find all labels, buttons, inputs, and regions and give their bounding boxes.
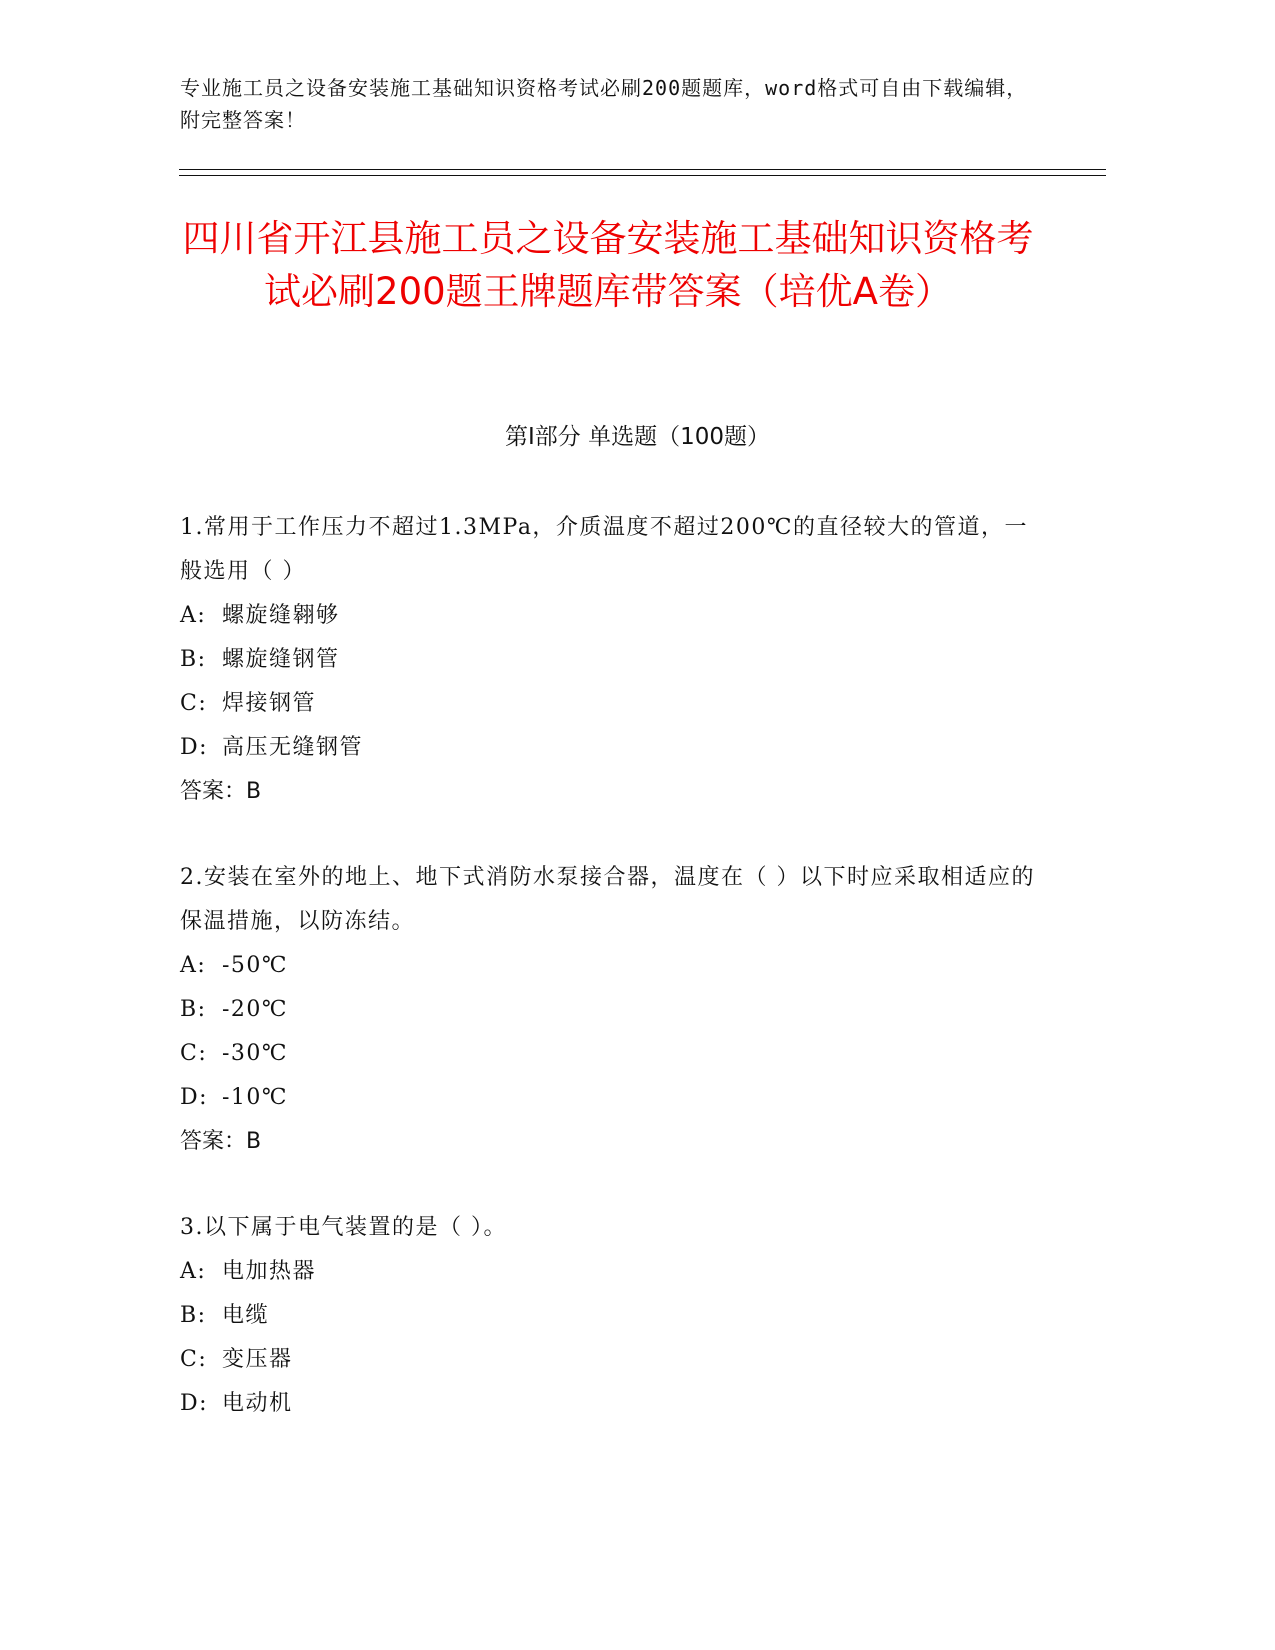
answer-option — [180, 988, 1050, 1032]
option-letter: B: — [180, 647, 207, 672]
option-letter: A: — [180, 953, 207, 978]
question-item — [180, 506, 1050, 814]
option-letter: A: — [180, 1259, 207, 1284]
answer-key: 答案：B — [180, 779, 262, 804]
header-divider-top — [179, 169, 1106, 170]
question-stem: 3.以下属于电气装置的是（ ）。 — [180, 1215, 507, 1240]
answer-option — [180, 1294, 1050, 1338]
answer-option — [180, 1076, 1050, 1120]
header-divider-bottom — [179, 175, 1106, 176]
option-letter: D: — [180, 1085, 209, 1110]
answer-option — [180, 1382, 1050, 1426]
answer-option — [180, 594, 1050, 638]
question-stem: 1.常用于工作压力不超过1.3MPa，介质温度不超过200℃的直径较大的管道，一般选用（ ） — [180, 515, 1029, 584]
question-item — [180, 856, 1050, 1164]
option-text: 高压无缝钢管 — [222, 735, 364, 760]
answer-option — [180, 1032, 1050, 1076]
option-letter: D: — [180, 1391, 209, 1416]
answer-key: 答案：B — [180, 1129, 262, 1154]
section-heading: 第Ⅰ部分 单选题（100题） — [505, 424, 770, 450]
answer-option — [180, 944, 1050, 988]
question-stem: 2.安装在室外的地上、地下式消防水泵接合器，温度在（ ）以下时应采取相适应的保温措施，以防冻结。 — [180, 865, 1035, 934]
option-text: 螺旋缝翱够 — [222, 603, 340, 628]
option-text: -10℃ — [222, 1085, 289, 1110]
answer-option — [180, 726, 1050, 770]
option-letter: C: — [180, 691, 208, 716]
option-text: 变压器 — [222, 1347, 293, 1372]
option-text: -30℃ — [222, 1041, 289, 1066]
option-text: 螺旋缝钢管 — [222, 647, 340, 672]
answer-option — [180, 1250, 1050, 1294]
question-list — [180, 506, 1050, 1468]
option-text: 焊接钢管 — [222, 691, 317, 716]
option-text: 电动机 — [222, 1391, 293, 1416]
option-text: -20℃ — [222, 997, 289, 1022]
option-letter: B: — [180, 1303, 207, 1328]
option-text: -50℃ — [222, 953, 289, 978]
answer-option — [180, 638, 1050, 682]
option-letter: C: — [180, 1041, 208, 1066]
option-text: 电加热器 — [222, 1259, 317, 1284]
option-letter: C: — [180, 1347, 208, 1372]
answer-option — [180, 682, 1050, 726]
option-letter: A: — [180, 603, 207, 628]
answer-option — [180, 1338, 1050, 1382]
question-item — [180, 1206, 1050, 1426]
intro-text: 专业施工员之设备安装施工基础知识资格考试必刷200题题库，word格式可自由下载编辑，附完整答案！ — [180, 76, 1028, 132]
option-letter: B: — [180, 997, 207, 1022]
document-title: 四川省开江县施工员之设备安装施工基础知识资格考试必刷200题王牌题库带答案（培优A卷） — [182, 217, 1034, 313]
option-letter: D: — [180, 735, 209, 760]
option-text: 电缆 — [222, 1303, 270, 1328]
